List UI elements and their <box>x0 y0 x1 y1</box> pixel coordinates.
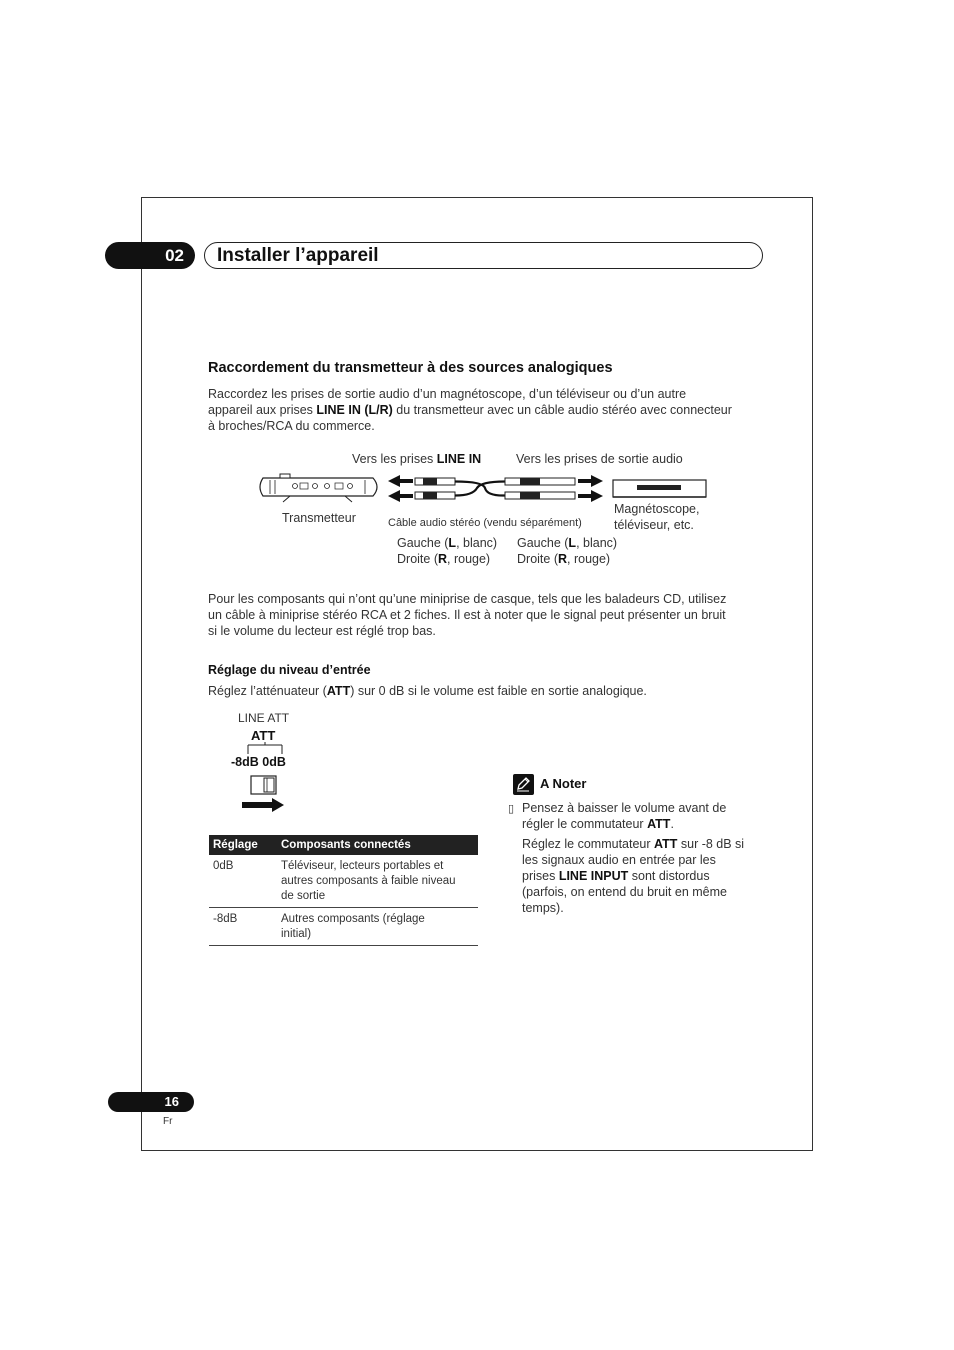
note-paragraph-1: Pensez à baisser le volume avant de régler le commutateur ATT. <box>522 801 727 831</box>
to-audio-out-label: Vers les prises de sortie audio <box>516 452 683 466</box>
intro-paragraph: Raccordez les prises de sortie audio d’un magnétoscope, d’un téléviseur ou d’un autre appareil aux prises LINE IN (L/R) du transmetteur avec un câble audio stéréo avec connecteur à broches/RCA du commerce. <box>208 387 732 433</box>
vcr-label: Magnétoscope, téléviseur, etc. <box>614 502 700 532</box>
chapter-title: Installer l’appareil <box>204 242 763 269</box>
table-header: Réglage <box>209 835 277 855</box>
language-code: Fr <box>163 1116 173 1127</box>
note-paragraph-2: Réglez le commutateur ATT sur -8 dB si les signaux audio en entrée par les prises LINE INPUT sont distordus (parfois, on entend du bruit en même temps). <box>522 837 745 915</box>
note-bullet: ▯ <box>508 803 515 815</box>
transmitter-icon <box>260 474 377 502</box>
note-heading: A Noter <box>513 774 586 795</box>
table-header: Composants connectés <box>277 835 478 855</box>
channel-labels-right: Gauche (L, blanc) Droite (R, rouge) <box>517 536 618 566</box>
input-level-text: Réglez l’atténuateur (ATT) sur 0 dB si le volume est faible en sortie analogique. <box>208 684 647 698</box>
arrow-left-icon <box>388 475 413 487</box>
arrow-right-icon <box>242 798 284 812</box>
page-number: 16 <box>108 1092 194 1112</box>
table-row: -8dB Autres composants (réglage initial) <box>209 908 478 946</box>
section-heading: Raccordement du transmetteur à des sources analogiques <box>208 360 613 376</box>
table-row: 0dB Téléviseur, lecteurs portables et autres composants à faible niveau de sortie <box>209 855 478 908</box>
note-pencil-icon <box>513 774 534 795</box>
line-att-label: LINE ATT <box>238 711 290 725</box>
att-label: ATT <box>251 728 276 743</box>
arrow-right-icon <box>578 490 603 502</box>
att-switch-icon <box>238 742 298 814</box>
to-line-in-label: Vers les prises LINE IN <box>352 452 482 466</box>
arrow-left-icon <box>388 490 413 502</box>
arrow-right-icon <box>578 475 603 487</box>
att-settings-table <box>209 835 478 946</box>
chapter-number: 02 <box>105 242 195 269</box>
transmitter-label: Transmetteur <box>282 511 356 525</box>
input-level-heading: Réglage du niveau d’entrée <box>208 663 371 677</box>
cable-label: Câble audio stéréo (vendu séparément) <box>388 517 582 529</box>
vcr-icon <box>613 480 706 497</box>
db-values-label: -8dB 0dB <box>231 755 286 769</box>
miniplug-paragraph: Pour les composants qui n’ont qu’une miniprise de casque, tels que les baladeurs CD, utilisez un câble à miniprise stéréo RCA et 2 fiches. Il est à noter que le signal peut présenter un bruit si le volume du lecteur est réglé trop bas. <box>208 592 727 638</box>
channel-labels-left: Gauche (L, blanc) Droite (R, rouge) <box>397 536 498 566</box>
